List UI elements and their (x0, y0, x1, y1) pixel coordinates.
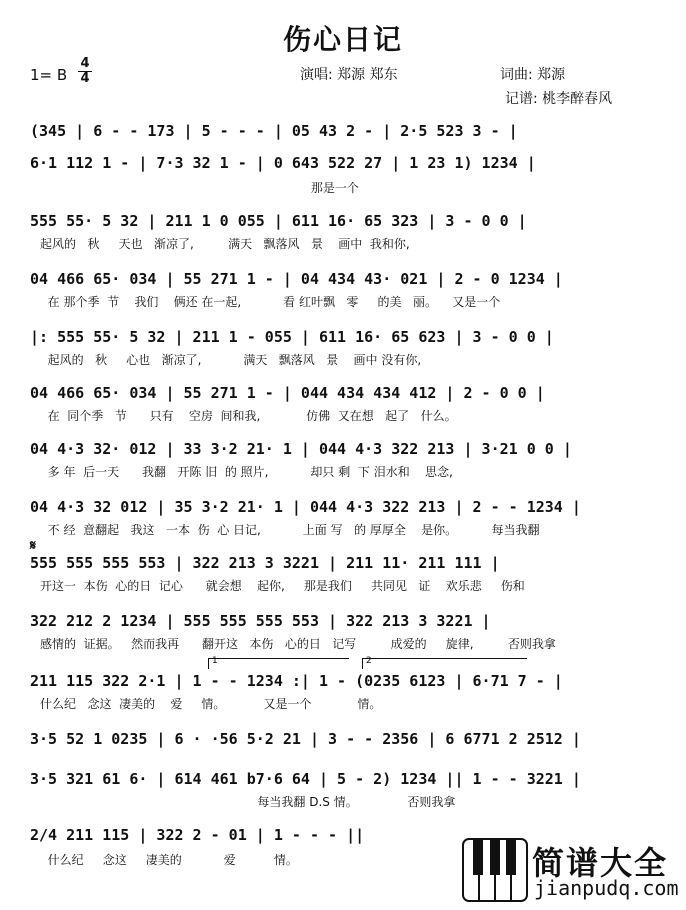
score-row-9: 555 555 555 553 | 322 213 3 3221 | 211 11· 211 111 | (30, 554, 500, 572)
score-row-1: (345 | 6 - - 173 | 5 - - - | 05 43 2 - | 2·5 523 3 - | (30, 122, 518, 140)
second-ending-label: 2 (366, 656, 372, 666)
segno-sign: 𝄋 (30, 538, 37, 554)
transcriber-credit: 记谱: 桃李醉春风 (505, 91, 613, 107)
lyric-row-9: 开这一 本伤 心的日 记心 就会想 起你, 那是我们 共同见 证 欢乐悲 伤和 (40, 579, 525, 593)
singer-credit: 演唱: 郑源 郑东 (300, 67, 398, 83)
score-row-2: 6·1 112 1 - | 7·3 32 1 - | 0 643 522 27 | 1 23 1) 1234 | (30, 154, 536, 172)
lyric-row-14: 什么纪 念这 凄美的 爱 情。 (40, 853, 298, 867)
score-row-11: 211 115 322 2·1 | 1 - - 1234 :| 1 - (0235 6123 | 6·71 7 - | (30, 672, 563, 690)
time-signature-top: 4 (80, 56, 90, 71)
site-logo-url: jianpudq.com (534, 876, 679, 900)
score-row-13: 3·5 321 61 6· | 614 461 b7·6 64 | 5 - 2) 1234 || 1 - - 3221 | (30, 770, 581, 788)
score-row-4: 04 466 65· 034 | 55 271 1 - | 04 434 43· 021 | 2 - 0 1234 | (30, 270, 563, 288)
lyric-row-8: 不 经 意翻起 我这 一本 伤 心 日记, 上面 写 的 厚厚全 是你。 每当我翻 (40, 523, 540, 537)
lyric-row-10: 感情的 证据。 然而我再 翻开这 本伤 心的日 记写 成爱的 旋律, 否则我拿 (40, 637, 556, 651)
score-row-7: 04 4·3 32· 012 | 33 3·2 21· 1 | 044 4·3 322 213 | 3·21 0 0 | (30, 440, 572, 458)
time-signature (78, 58, 92, 85)
score-row-3: 555 55· 5 32 | 211 1 0 055 | 611 16· 65 323 | 3 - 0 0 | (30, 212, 527, 230)
lyric-row-4: 在 那个季 节 我们 俩还 在一起, 看 红叶飘 零 的美 丽。 又是一个 (40, 295, 501, 309)
lyric-row-7: 多 年 后一天 我翻 开陈 旧 的 照片, 却只 剩 下 泪水和 思念, (40, 465, 453, 479)
score-row-14: 2/4 211 115 | 322 2 - 01 | 1 - - - || (30, 826, 365, 844)
lyric-row-3: 起风的 秋 天也 渐凉了, 满天 飘落风 景 画中 我和你, (40, 237, 410, 251)
score-row-6: 04 466 65· 034 | 55 271 1 - | 044 434 434 412 | 2 - 0 0 | (30, 384, 545, 402)
score-row-8: 04 4·3 32 012 | 35 3·2 21· 1 | 044 4·3 322 213 | 2 - - 1234 | (30, 498, 581, 516)
lyric-row-6: 在 同个季 节 只有 空房 间和我, 仿佛 又在想 起了 什么。 (40, 409, 457, 423)
lyricist-credit: 词曲: 郑源 (500, 67, 566, 83)
time-signature-bottom: 4 (80, 71, 90, 86)
key-signature: 1= B (30, 66, 68, 84)
piano-logo-icon (462, 838, 528, 902)
song-title: 伤心日记 (282, 23, 403, 56)
score-row-5: |: 555 55· 5 32 | 211 1 - 055 | 611 16· 65 623 | 3 - 0 0 | (30, 328, 554, 346)
score-row-10: 322 212 2 1234 | 555 555 555 553 | 322 213 3 3221 | (30, 612, 491, 630)
lyric-row-13: 每当我翻 D.S 情。 否则我拿 (40, 795, 456, 809)
score-row-12: 3·5 52 1 0235 | 6 · ·56 5·2 21 | 3 - - 2356 | 6 6771 2 2512 | (30, 730, 581, 748)
lyric-row-2: 那是一个 (40, 181, 359, 195)
lyric-row-11: 什么纪 念这 凄美的 爱 情。 又是一个 情。 (40, 697, 382, 711)
site-logo-text: 简谱大全 (532, 844, 669, 882)
first-ending-label: 1 (212, 656, 218, 666)
lyric-row-5: 起风的 秋 心也 渐凉了, 满天 飘落风 景 画中 没有你, (40, 353, 422, 367)
